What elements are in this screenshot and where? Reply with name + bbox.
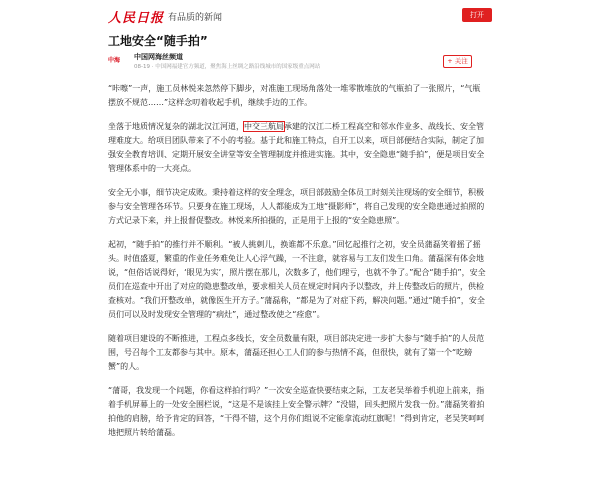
avatar[interactable]: 中海: [108, 57, 121, 64]
paragraph-2-rest: 承建的汉江二桥工程高空和邻水作业多、战线长、安全管理难度大。给项目团队带来了不小的考验。基于此和施工特点，自开工以来，项目部便结合实际，制定了加强安全教育培训、定期开展安全讲堂等安全管理制度并推进实施。其中，安全隐患“随手拍”，便是项目安全管理体系中的一大亮点。: [108, 122, 485, 173]
article-title: 工地安全“随手拍”: [108, 34, 208, 48]
author-name[interactable]: 中国网海丝频道: [134, 53, 183, 61]
paragraph-5: 随着项目建设的不断推进，工程点多线长，安全员数量有限，项目部决定进一步扩大参与“随手拍”的人员范围，号召每个工友都参与其中。原本，蒲磊还担心工人们的参与热情不高，但很快，就有了第一个“吃螃蟹”的人。: [108, 334, 485, 371]
paragraph-3: 安全无小事，细节决定成败。秉持着这样的安全理念，项目部鼓励全体员工时刻关注现场的安全细节，积极参与安全管理各环节。只要身在施工现场，人人都能成为工地“摄影师”，将自己发现的安全隐患通过拍照的方式记录下来，并上报督促整改。林悦来所拍摄的，正是用于上报的“安全隐患照”。: [108, 188, 485, 225]
open-app-button[interactable]: 打开: [462, 8, 492, 22]
author-bar: [108, 52, 498, 72]
app-slogan: 有品质的新闻: [168, 13, 223, 23]
author-meta: 08-19 · 中国网福建官方频道，聚焦海上丝绸之路沿线城市的国家级重点网站: [134, 64, 321, 70]
follow-button[interactable]: + 关注: [443, 55, 472, 68]
article-body: [108, 82, 488, 450]
app-logo[interactable]: 人民日报: [108, 11, 165, 26]
top-bar: [0, 0, 600, 28]
paragraph-4: 起初，“随手拍”的推行并不顺利。“被人挑刺儿，换谁都不乐意。”回忆起推行之初，安全员蒲磊笑着摇了摇头。时值盛夏，繁重的作业任务难免让人心浮气躁，一不注意，就容易与工友们发生口角。蒲磊深有体会地说，“但俗话说得好，‘眼见为实’，照片摆在那儿，次数多了，他们理亏，也就不争了。”配合“随手拍”，安全员们在巡查中开出了对应的隐患整改单，要求相关人员在规定时间内予以整改，并上传整改后的照片，供检查核对。“我们开整改单，就像医生开方子。”蒲磊称，“都是为了对症下药，解决问题。”通过“随手拍”，安全员们可以及时发现安全管理的“病灶”，通过整改使之“痊愈”。: [108, 240, 486, 319]
paragraph-1: “咔嚓”一声，施工员林悦来忽然停下脚步，对准施工现场角落处一堆零散堆放的气瓶拍了一张照片，“气瓶摆放不规范……”这样念叨着收起手机，继续手边的工作。: [108, 84, 481, 107]
paragraph-6: “蒲哥，我发现一个问题，你看这样拍行吗？”一次安全巡查快要结束之际，工友老吴举着手机迎上前来，指着手机屏幕上的一处安全围栏说，“这是不是该挂上安全警示牌？”没错，回头把照片发我一份。”蒲磊笑着拍拍他的肩膀，给予肯定的回答，“干得不错，这个月你们组说不定能拿流动红旗呢！”得到肯定，老吴笑呵呵地把照片转给蒲磊。: [108, 386, 485, 437]
paragraph-2-start: 坐落于地质情况复杂的湖北汉江河道，: [108, 122, 244, 131]
paragraph-2: [108, 120, 488, 176]
highlighted-company: 中交三航局: [244, 122, 284, 131]
